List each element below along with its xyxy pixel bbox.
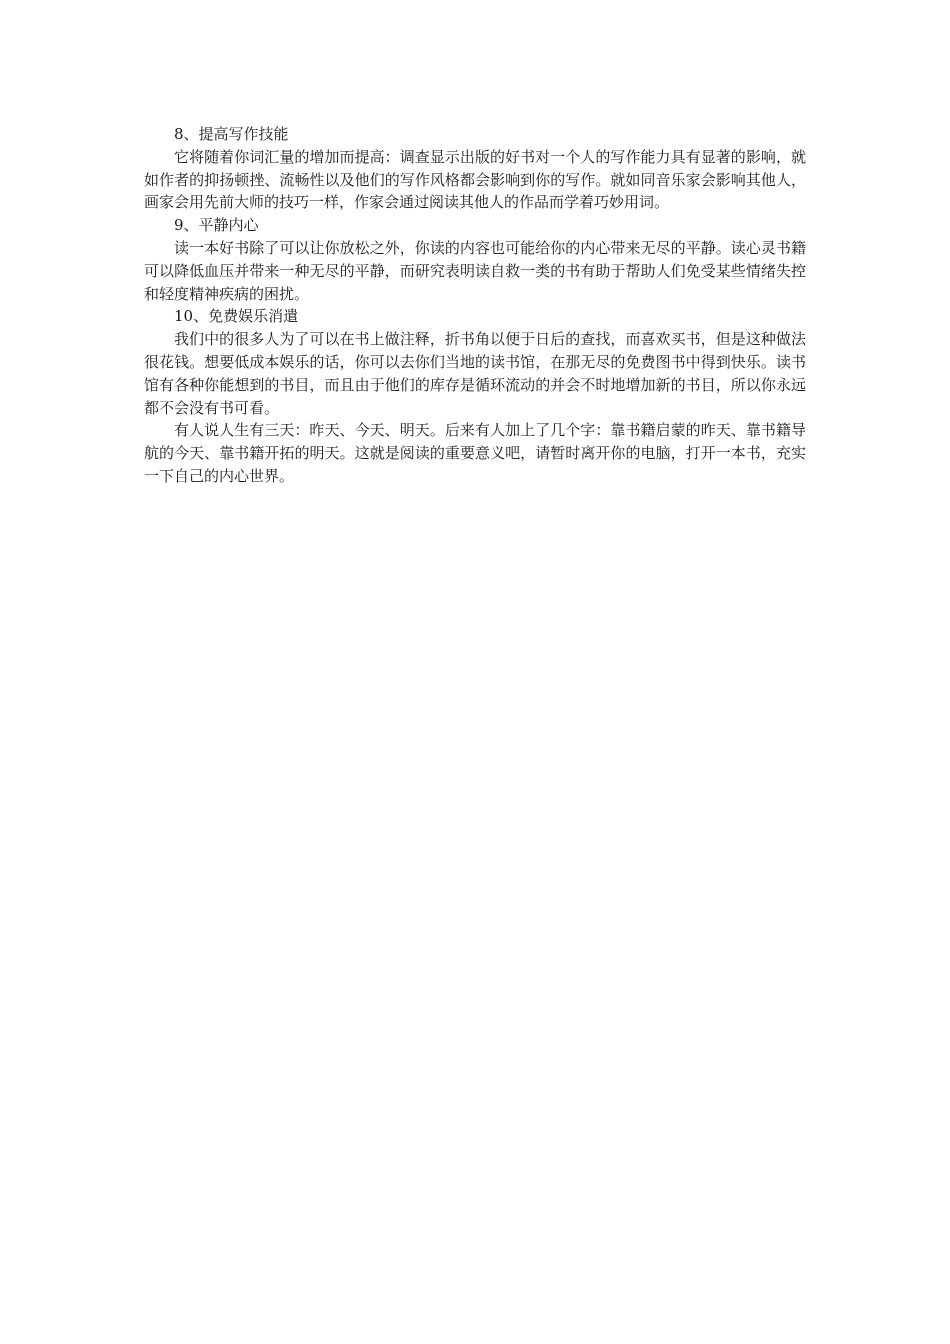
section-heading-10: 10、免费娱乐消遣: [174, 307, 299, 326]
paragraph-writing-skills: 它将随着你词汇量的增加而提高：调查显示出版的好书对一个人的写作能力具有显著的影响，就如作者的抑扬顿挫、流畅性以及他们的写作风格都会影响到你的写作。就如同音乐家会影响其他人，画家会用先前大师的技巧一样，作家会通过阅读其他人的作品而学着巧妙用词。: [144, 147, 806, 212]
paragraph-conclusion: 有人说人生有三天：昨天、今天、明天。后来有人加上了几个字：靠书籍启蒙的昨天、靠书籍导航的今天、靠书籍开拓的明天。这就是阅读的重要意义吧，请暂时离开你的电脑，打开一本书，充实一下自己的内心世界。: [144, 421, 806, 485]
paragraph-free-entertainment: 我们中的很多人为了可以在书上做注释，折书角以便于日后的查找，而喜欢买书，但是这种做法很花钱。想要低成本娱乐的话，你可以去你们当地的读书馆，在那无尽的免费图书中得到快乐。读书馆有各种你能想到的书目，而且由于他们的库存是循环流动的并会不时地增加新的书目，所以你永远都不会没有书可看。: [144, 330, 806, 417]
section-heading-9: 9、平静内心: [174, 216, 259, 235]
document-page: [144, 123, 806, 488]
section-heading-8: 8、提高写作技能: [174, 125, 289, 143]
paragraph-inner-peace: 读一本好书除了可以让你放松之外，你读的内容也可能给你的内心带来无尽的平静。读心灵书籍可以降低血压并带来一种无尽的平静，而研究表明读自救一类的书有助于帮助人们免受某些情绪失控和轻度精神疾病的困扰。: [144, 238, 806, 303]
